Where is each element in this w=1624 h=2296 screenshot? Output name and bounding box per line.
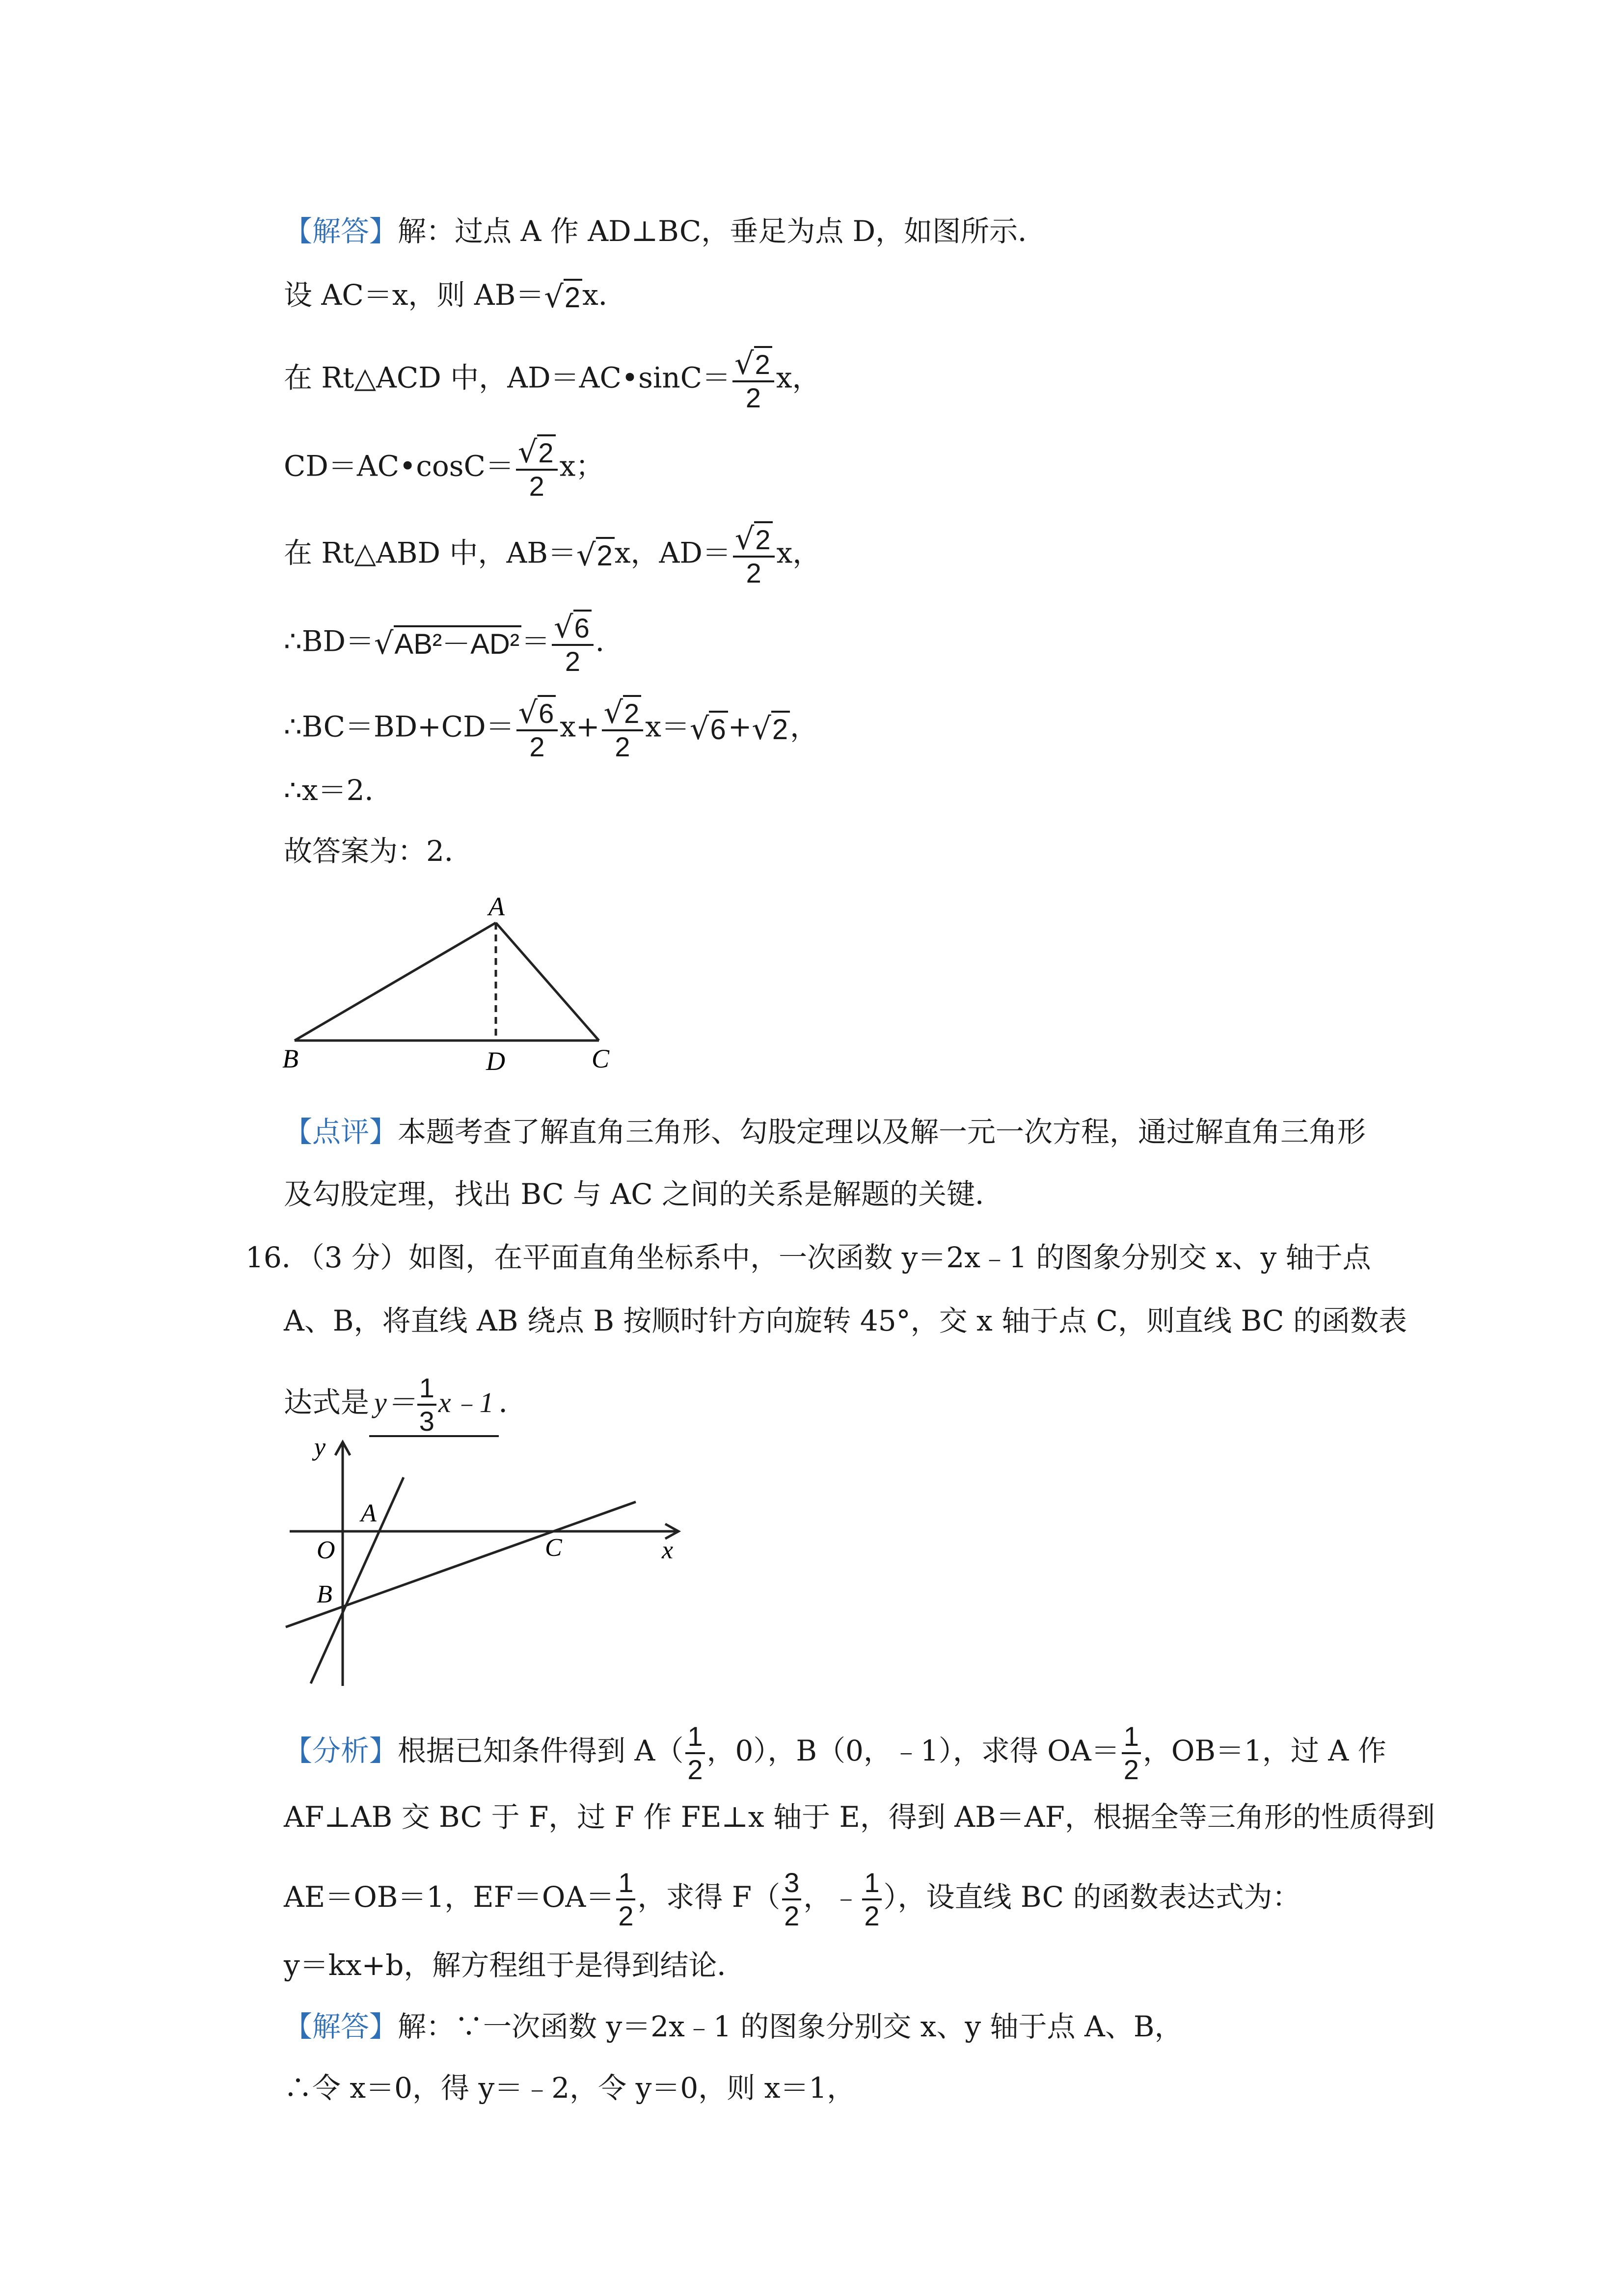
text: 解：过点 A 作 AD⊥BC，垂足为点 D，如图所示． <box>398 214 1047 248</box>
solution-line-7 <box>284 694 819 763</box>
text: + <box>728 710 752 744</box>
text: ． <box>595 624 624 658</box>
analysis-tag: 【分析】 <box>284 1734 398 1768</box>
text: ＝ <box>521 624 550 658</box>
fraction: $\frac{1}{2}$ <box>685 1723 704 1784</box>
fraction: $\frac{√6}{2}$ <box>516 697 558 761</box>
solution-line-1 <box>284 214 1047 248</box>
text: 根据已知条件得到 A（ <box>398 1734 684 1768</box>
solution-line-4 <box>284 434 604 502</box>
line-bc <box>286 1502 636 1627</box>
solution2-line-2: ∴令 x＝0，得 y＝﹣2，令 y＝0，则 x＝1， <box>284 2071 856 2105</box>
solution-line-8: ∴x＝2． <box>284 774 393 807</box>
sqrt: √2 <box>752 715 790 744</box>
question-16-line-3 <box>284 1374 527 1437</box>
text: AE＝OB＝1，EF＝OA＝ <box>284 1880 615 1914</box>
text: ． <box>498 1386 527 1419</box>
label-x: x <box>662 1536 674 1564</box>
label-d: D <box>486 1046 505 1076</box>
fraction: $\frac{3}{2}$ <box>782 1869 801 1930</box>
solution-line-9: 故答案为：2． <box>284 834 473 868</box>
analysis-line-3 <box>284 1869 1300 1930</box>
comment-line-1 <box>284 1115 1366 1148</box>
text: 本题考查了解直角三角形、勾股定理以及解一元一次方程，通过解直角三角形 <box>398 1115 1366 1148</box>
analysis-line-4: y＝kx+b，解方程组于是得到结论． <box>284 1949 746 1982</box>
comment-line-2: 及勾股定理，找出 BC 与 AC 之间的关系是解题的关键． <box>284 1177 1004 1211</box>
question-16-line-1: 16．（3 分）如图，在平面直角坐标系中，一次函数 y＝2x﹣1 的图象分别交 x、y 轴于点 <box>245 1241 1371 1274</box>
text: x． <box>582 278 627 312</box>
solution-line-6 <box>284 609 624 677</box>
sqrt: √2 <box>544 283 582 312</box>
label-o: O <box>317 1536 335 1564</box>
text: ∴BD＝ <box>284 624 375 658</box>
solution-line-2 <box>284 278 627 315</box>
text: ），设直线 BC 的函数表达式为： <box>883 1880 1301 1914</box>
fraction: $\frac{1}{2}$ <box>616 1869 635 1930</box>
label-y: y <box>314 1433 326 1461</box>
text: ，求得 F（ <box>637 1880 781 1914</box>
text: 达式是 <box>284 1386 370 1419</box>
triangle-figure <box>275 893 628 1080</box>
sqrt: √2 <box>576 541 615 570</box>
text: ∴BC＝BD+CD＝ <box>284 710 514 744</box>
label-a: A <box>488 893 505 921</box>
label-b: B <box>317 1580 332 1608</box>
fraction: $\frac{√2}{2}$ <box>516 437 558 500</box>
fraction: $\frac{√6}{2}$ <box>552 612 594 675</box>
coordinate-figure <box>275 1433 697 1698</box>
answer-tag: 【解答】 <box>284 214 398 248</box>
label-a: A <box>361 1499 377 1527</box>
label-c: C <box>592 1044 610 1073</box>
question-16-line-2: A、B，将直线 AB 绕点 B 按顺时针方向旋转 45°，交 x 轴于点 C，则直线 BC 的函数表 <box>284 1304 1407 1337</box>
text: x+ <box>560 710 600 744</box>
analysis-line-1 <box>284 1723 1386 1784</box>
solution-line-3 <box>284 348 821 412</box>
label-b: B <box>282 1044 298 1073</box>
answer-blank: y＝ $\frac{1}{3}$ x﹣1 <box>369 1374 499 1437</box>
fraction: $\frac{√2}{2}$ <box>602 697 644 761</box>
text: CD＝AC•cosC＝ <box>284 449 514 483</box>
solution-line-5 <box>284 521 821 589</box>
sqrt: √AB²－AD² <box>374 629 521 659</box>
text: ，OB＝1，过 A 作 <box>1142 1734 1386 1768</box>
fraction: $\frac{1}{3}$ <box>417 1374 436 1435</box>
side-ac <box>496 923 599 1041</box>
text: 在 Rt△ABD 中，AB＝ <box>284 536 576 570</box>
text: ，0），B（0，﹣1），求得 OA＝ <box>706 1734 1120 1768</box>
fraction: $\frac{√2}{2}$ <box>732 348 774 412</box>
text: 在 Rt△ACD 中，AD＝AC•sinC＝ <box>284 361 731 395</box>
text: ， <box>790 710 819 744</box>
side-ab <box>295 923 496 1041</box>
text: 解：∵一次函数 y＝2x﹣1 的图象分别交 x、y 轴于点 A、B， <box>398 2010 1183 2043</box>
answer-tag: 【解答】 <box>284 2010 398 2043</box>
comment-tag: 【点评】 <box>284 1115 398 1148</box>
text: x，AD＝ <box>614 536 731 570</box>
text: ，﹣ <box>803 1880 861 1914</box>
text: x； <box>559 449 604 483</box>
solution2-line-1 <box>284 2012 1183 2041</box>
text: 设 AC＝x，则 AB＝ <box>284 278 544 312</box>
text: x， <box>776 361 821 395</box>
fraction: $\frac{1}{2}$ <box>1122 1723 1141 1784</box>
analysis-line-2: AF⊥AB 交 BC 于 F，过 F 作 FE⊥x 轴于 E，得到 AB＝AF，根据全等三角形的性质得到 <box>284 1800 1435 1834</box>
text: x＝ <box>645 710 690 744</box>
text: x， <box>776 536 821 570</box>
sqrt: √6 <box>690 715 728 744</box>
fraction: $\frac{1}{2}$ <box>862 1869 881 1930</box>
label-c: C <box>545 1534 562 1562</box>
fraction: $\frac{√2}{2}$ <box>733 524 775 587</box>
